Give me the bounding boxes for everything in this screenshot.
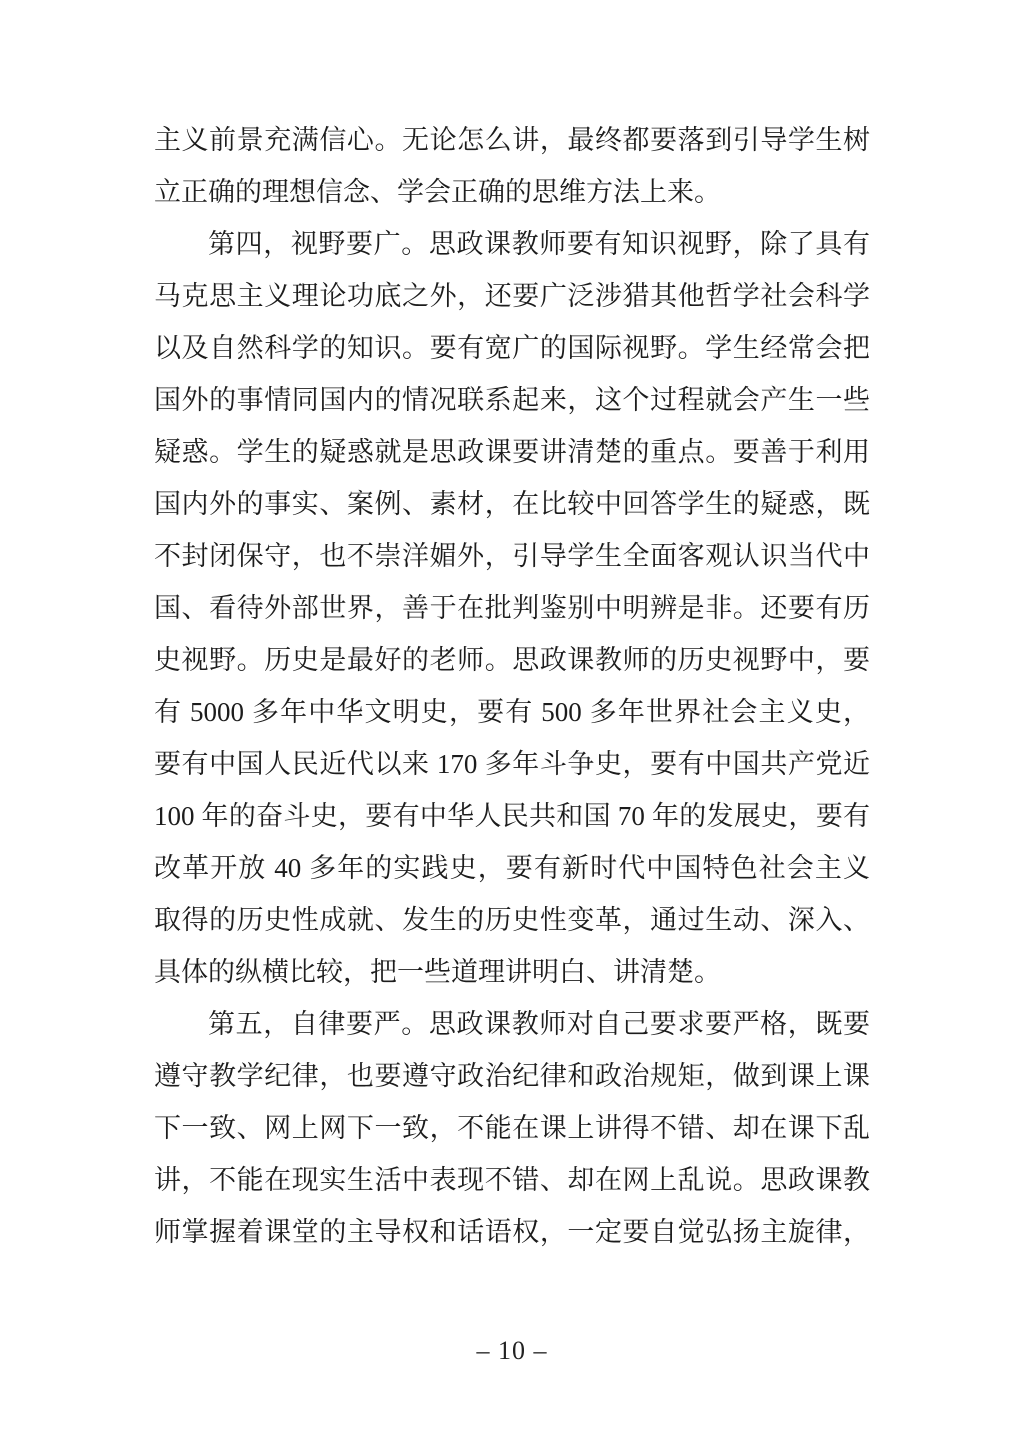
text-line: 具体的纵横比较，把一些道理讲明白、讲清楚。 xyxy=(154,957,721,987)
text-line: 有 5000 多年中华文明史，要有 500 多年世界社会主义史， xyxy=(154,697,870,727)
text-line: 立正确的理想信念、学会正确的思维方法上来。 xyxy=(154,177,721,207)
text-line: 主义前景充满信心。无论怎么讲，最终都要落到引导学生树 xyxy=(154,125,870,155)
text-line: 不封闭保守，也不崇洋媚外，引导学生全面客观认识当代中 xyxy=(154,541,870,571)
text-line: 讲，不能在现实生活中表现不错、却在网上乱说。思政课教 xyxy=(154,1165,870,1195)
text-line: 改革开放 40 多年的实践史，要有新时代中国特色社会主义 xyxy=(154,853,870,883)
text-line: 第五，自律要严。思政课教师对自己要求要严格，既要 xyxy=(208,1009,870,1039)
text-line: 要有中国人民近代以来 170 多年斗争史，要有中国共产党近 xyxy=(154,749,870,779)
text-line: 国内外的事实、案例、素材，在比较中回答学生的疑惑，既 xyxy=(154,489,870,519)
text-line: 100 年的奋斗史，要有中华人民共和国 70 年的发展史，要有 xyxy=(154,801,870,831)
text-line: 下一致、网上网下一致，不能在课上讲得不错、却在课下乱 xyxy=(154,1113,870,1143)
text-line: 国、看待外部世界，善于在批判鉴别中明辨是非。还要有历 xyxy=(154,593,870,623)
document-body xyxy=(154,114,870,1258)
text-line: 遵守教学纪律，也要遵守政治纪律和政治规矩，做到课上课 xyxy=(154,1061,870,1091)
text-line: 第四，视野要广。思政课教师要有知识视野，除了具有 xyxy=(208,229,870,259)
text-line: 国外的事情同国内的情况联系起来，这个过程就会产生一些 xyxy=(154,385,870,415)
text-line: 以及自然科学的知识。要有宽广的国际视野。学生经常会把 xyxy=(154,333,870,363)
text-line: 疑惑。学生的疑惑就是思政课要讲清楚的重点。要善于利用 xyxy=(154,437,870,467)
text-line: 史视野。历史是最好的老师。思政课教师的历史视野中，要 xyxy=(154,645,870,675)
text-line: 取得的历史性成就、发生的历史性变革，通过生动、深入、 xyxy=(154,905,870,935)
text-line: 师掌握着课堂的主导权和话语权，一定要自觉弘扬主旋律， xyxy=(154,1217,870,1247)
text-line: 马克思主义理论功底之外，还要广泛涉猎其他哲学社会科学 xyxy=(154,281,870,311)
page-number: – 10 – xyxy=(476,1336,548,1365)
